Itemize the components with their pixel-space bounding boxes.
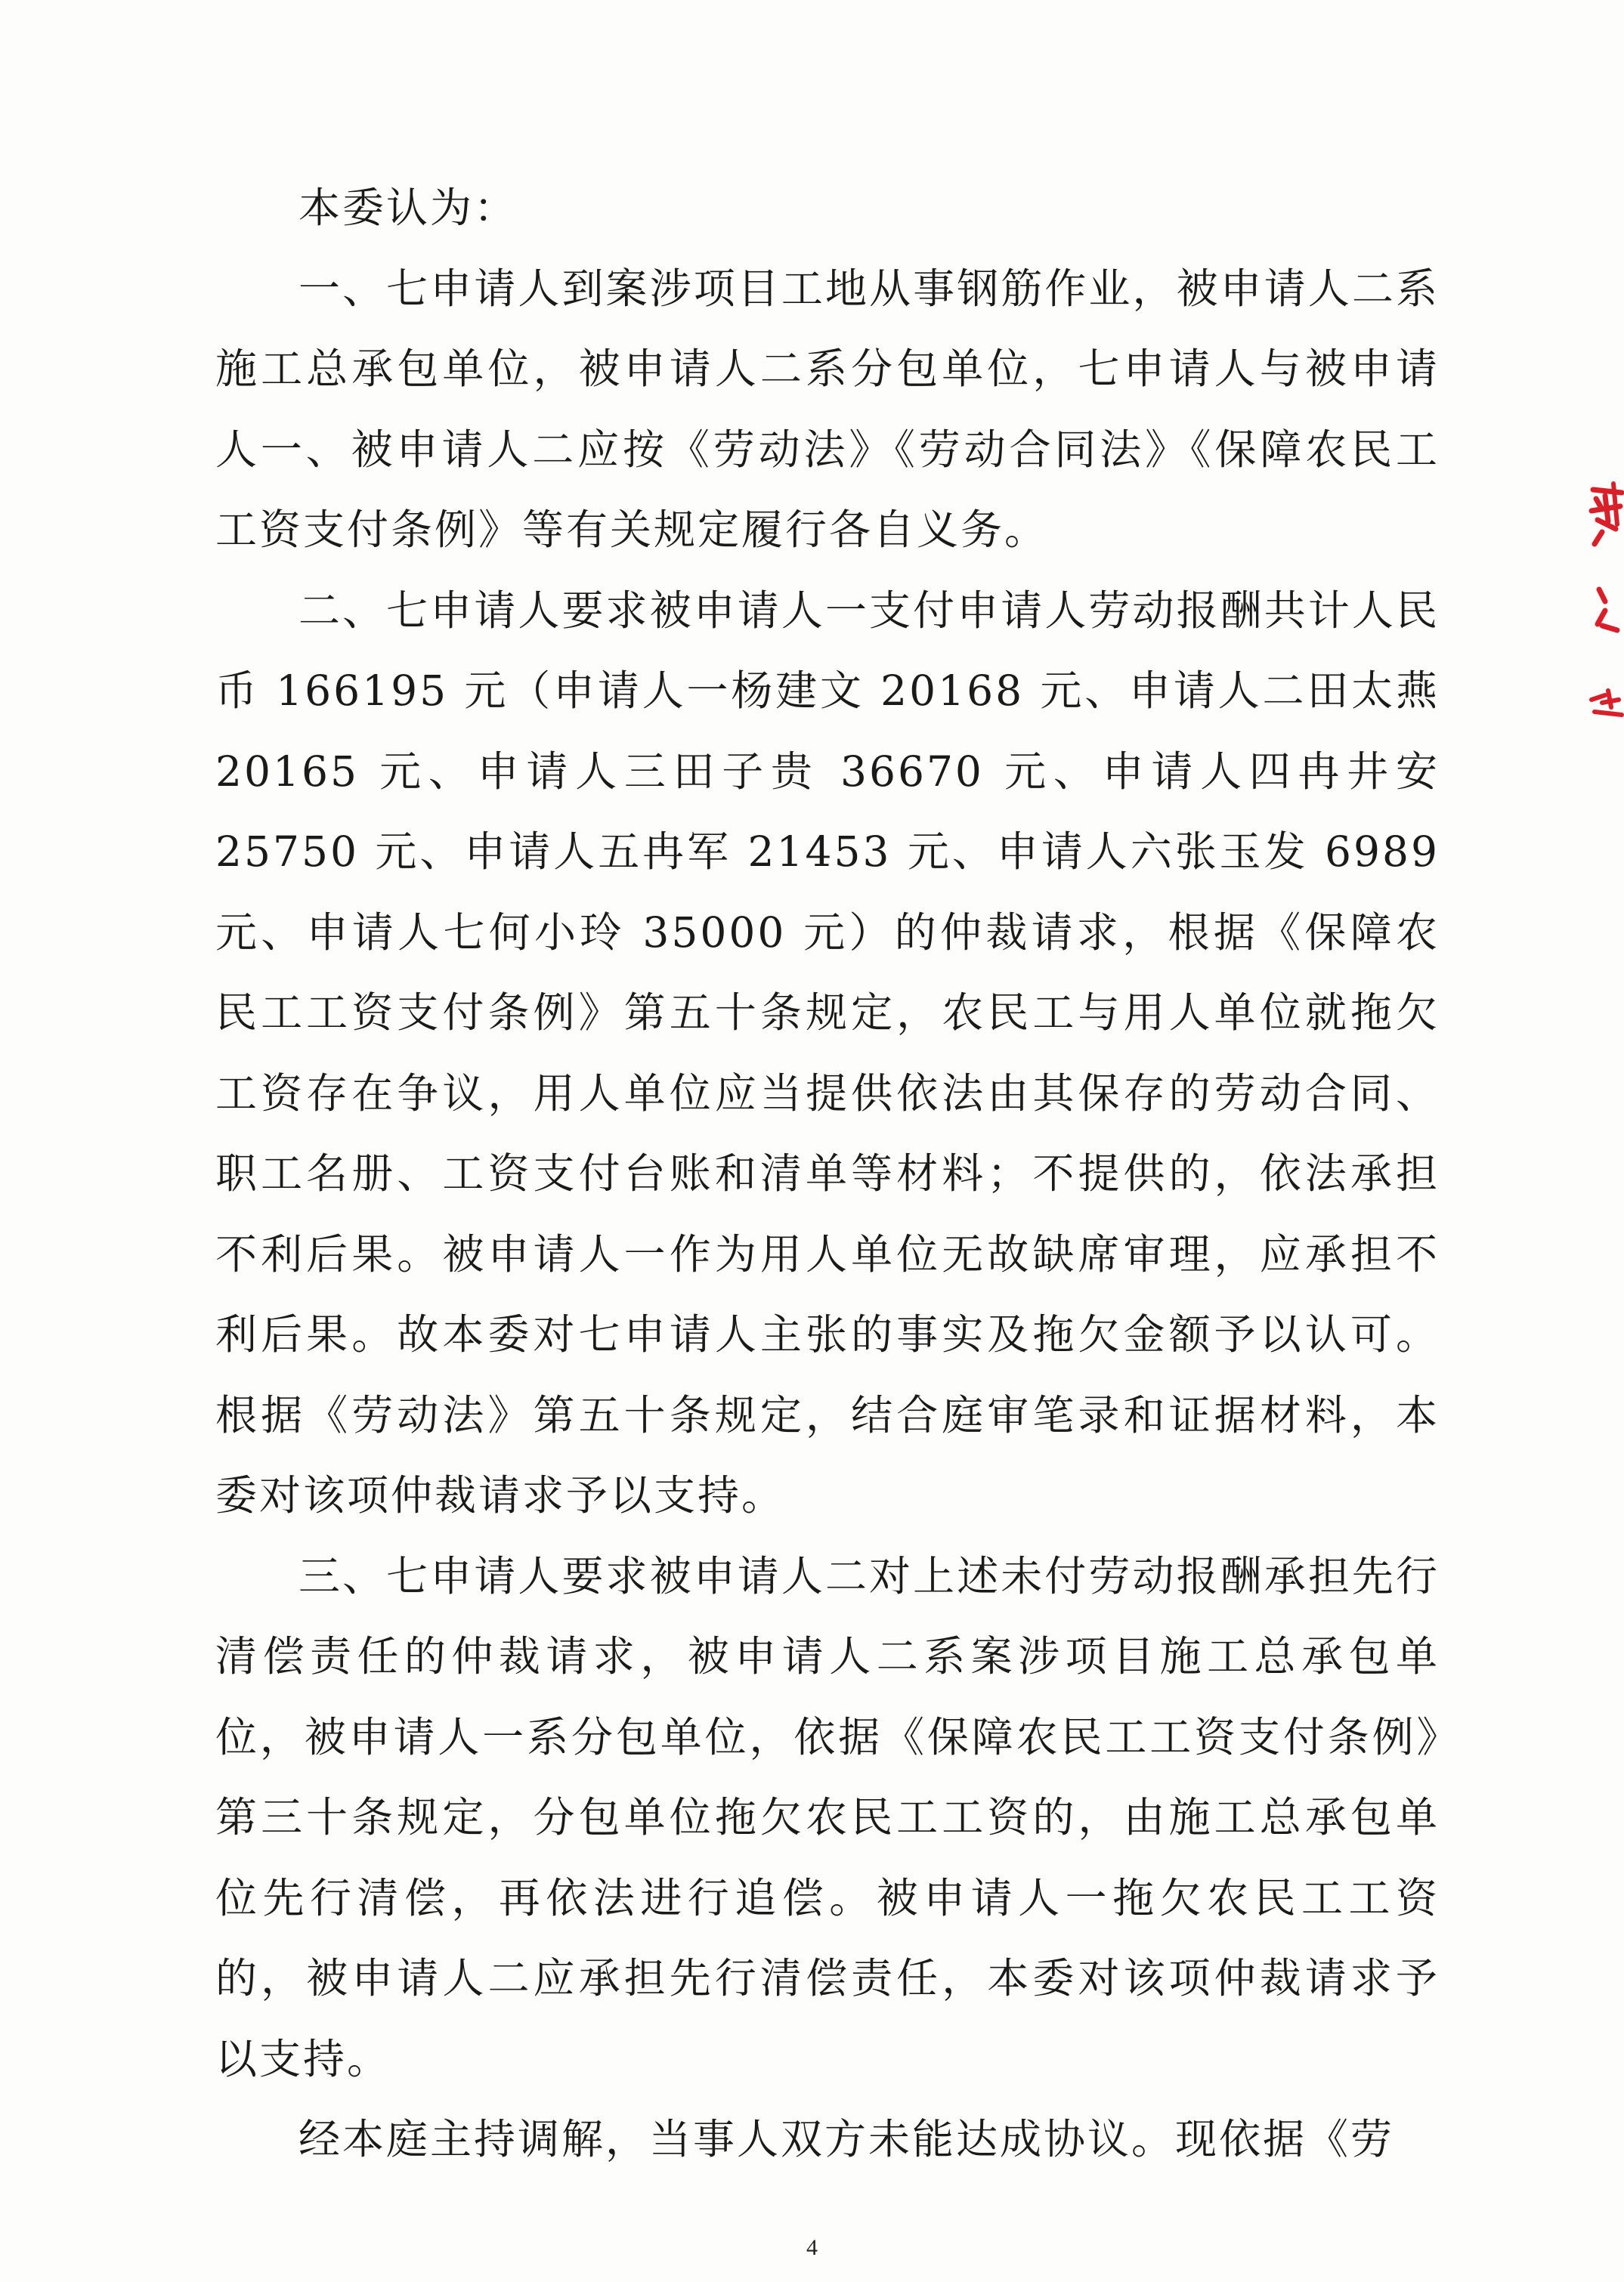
- paragraph-2: 二、七申请人要求被申请人一支付申请人劳动报酬共计人民币 166195 元（申请人一杨建文 20168 元、申请人二田太燕 20165 元、申请人三田子贵 36670 元、申请人四冉井安 25750 元、申请人五冉军 21453 元、申请人六张玉发 6989 元、申请人七何小玲 35000 元）的仲裁请求，根据《保障农民工工资支付条例》第五十条规定，农民工与用人单位就拖欠工资存在争议，用人单位应当提供依法由其保存的劳动合同、职工名册、工资支付台账和清单等材料；不提供的，依法承担不利后果。被申请人一作为用人单位无故缺席审理，应承担不利后果。故本委对七申请人主张的事实及拖欠金额予以认可。根据《劳动法》第五十条规定，结合庭审笔录和证据材料，本委对该项仲裁请求予以支持。: [215, 586, 1440, 1520]
- section-heading: 本委认为：: [299, 184, 518, 232]
- seal-marks: [1592, 484, 1622, 715]
- paragraph-4: 经本庭主持调解，当事人双方未能达成协议。现依据《劳: [299, 2115, 1395, 2163]
- paragraph-1: 一、七申请人到案涉项目工地从事钢筋作业，被申请人二系施工总承包单位，被申请人二系分包单位，七申请人与被申请人一、被申请人二应按《劳动法》《劳动合同法》《保障农民工工资支付条例》等有关规定履行各自义务。: [215, 264, 1440, 554]
- document-body: [215, 168, 1440, 2180]
- page-number: 4: [806, 2235, 818, 2260]
- paragraph-3: 三、七申请人要求被申请人二对上述未付劳动报酬承担先行清偿责任的仲裁请求，被申请人二系案涉项目施工总承包单位，被申请人一系分包单位，依据《保障农民工工资支付条例》第三十条规定，分包单位拖欠农民工工资的，由施工总承包单位先行清偿，再依法进行追偿。被申请人一拖欠农民工工资的，被申请人二应承担先行清偿责任，本委对该项仲裁请求予以支持。: [215, 1551, 1440, 2083]
- seal-stamp-fragment: [1572, 476, 1624, 793]
